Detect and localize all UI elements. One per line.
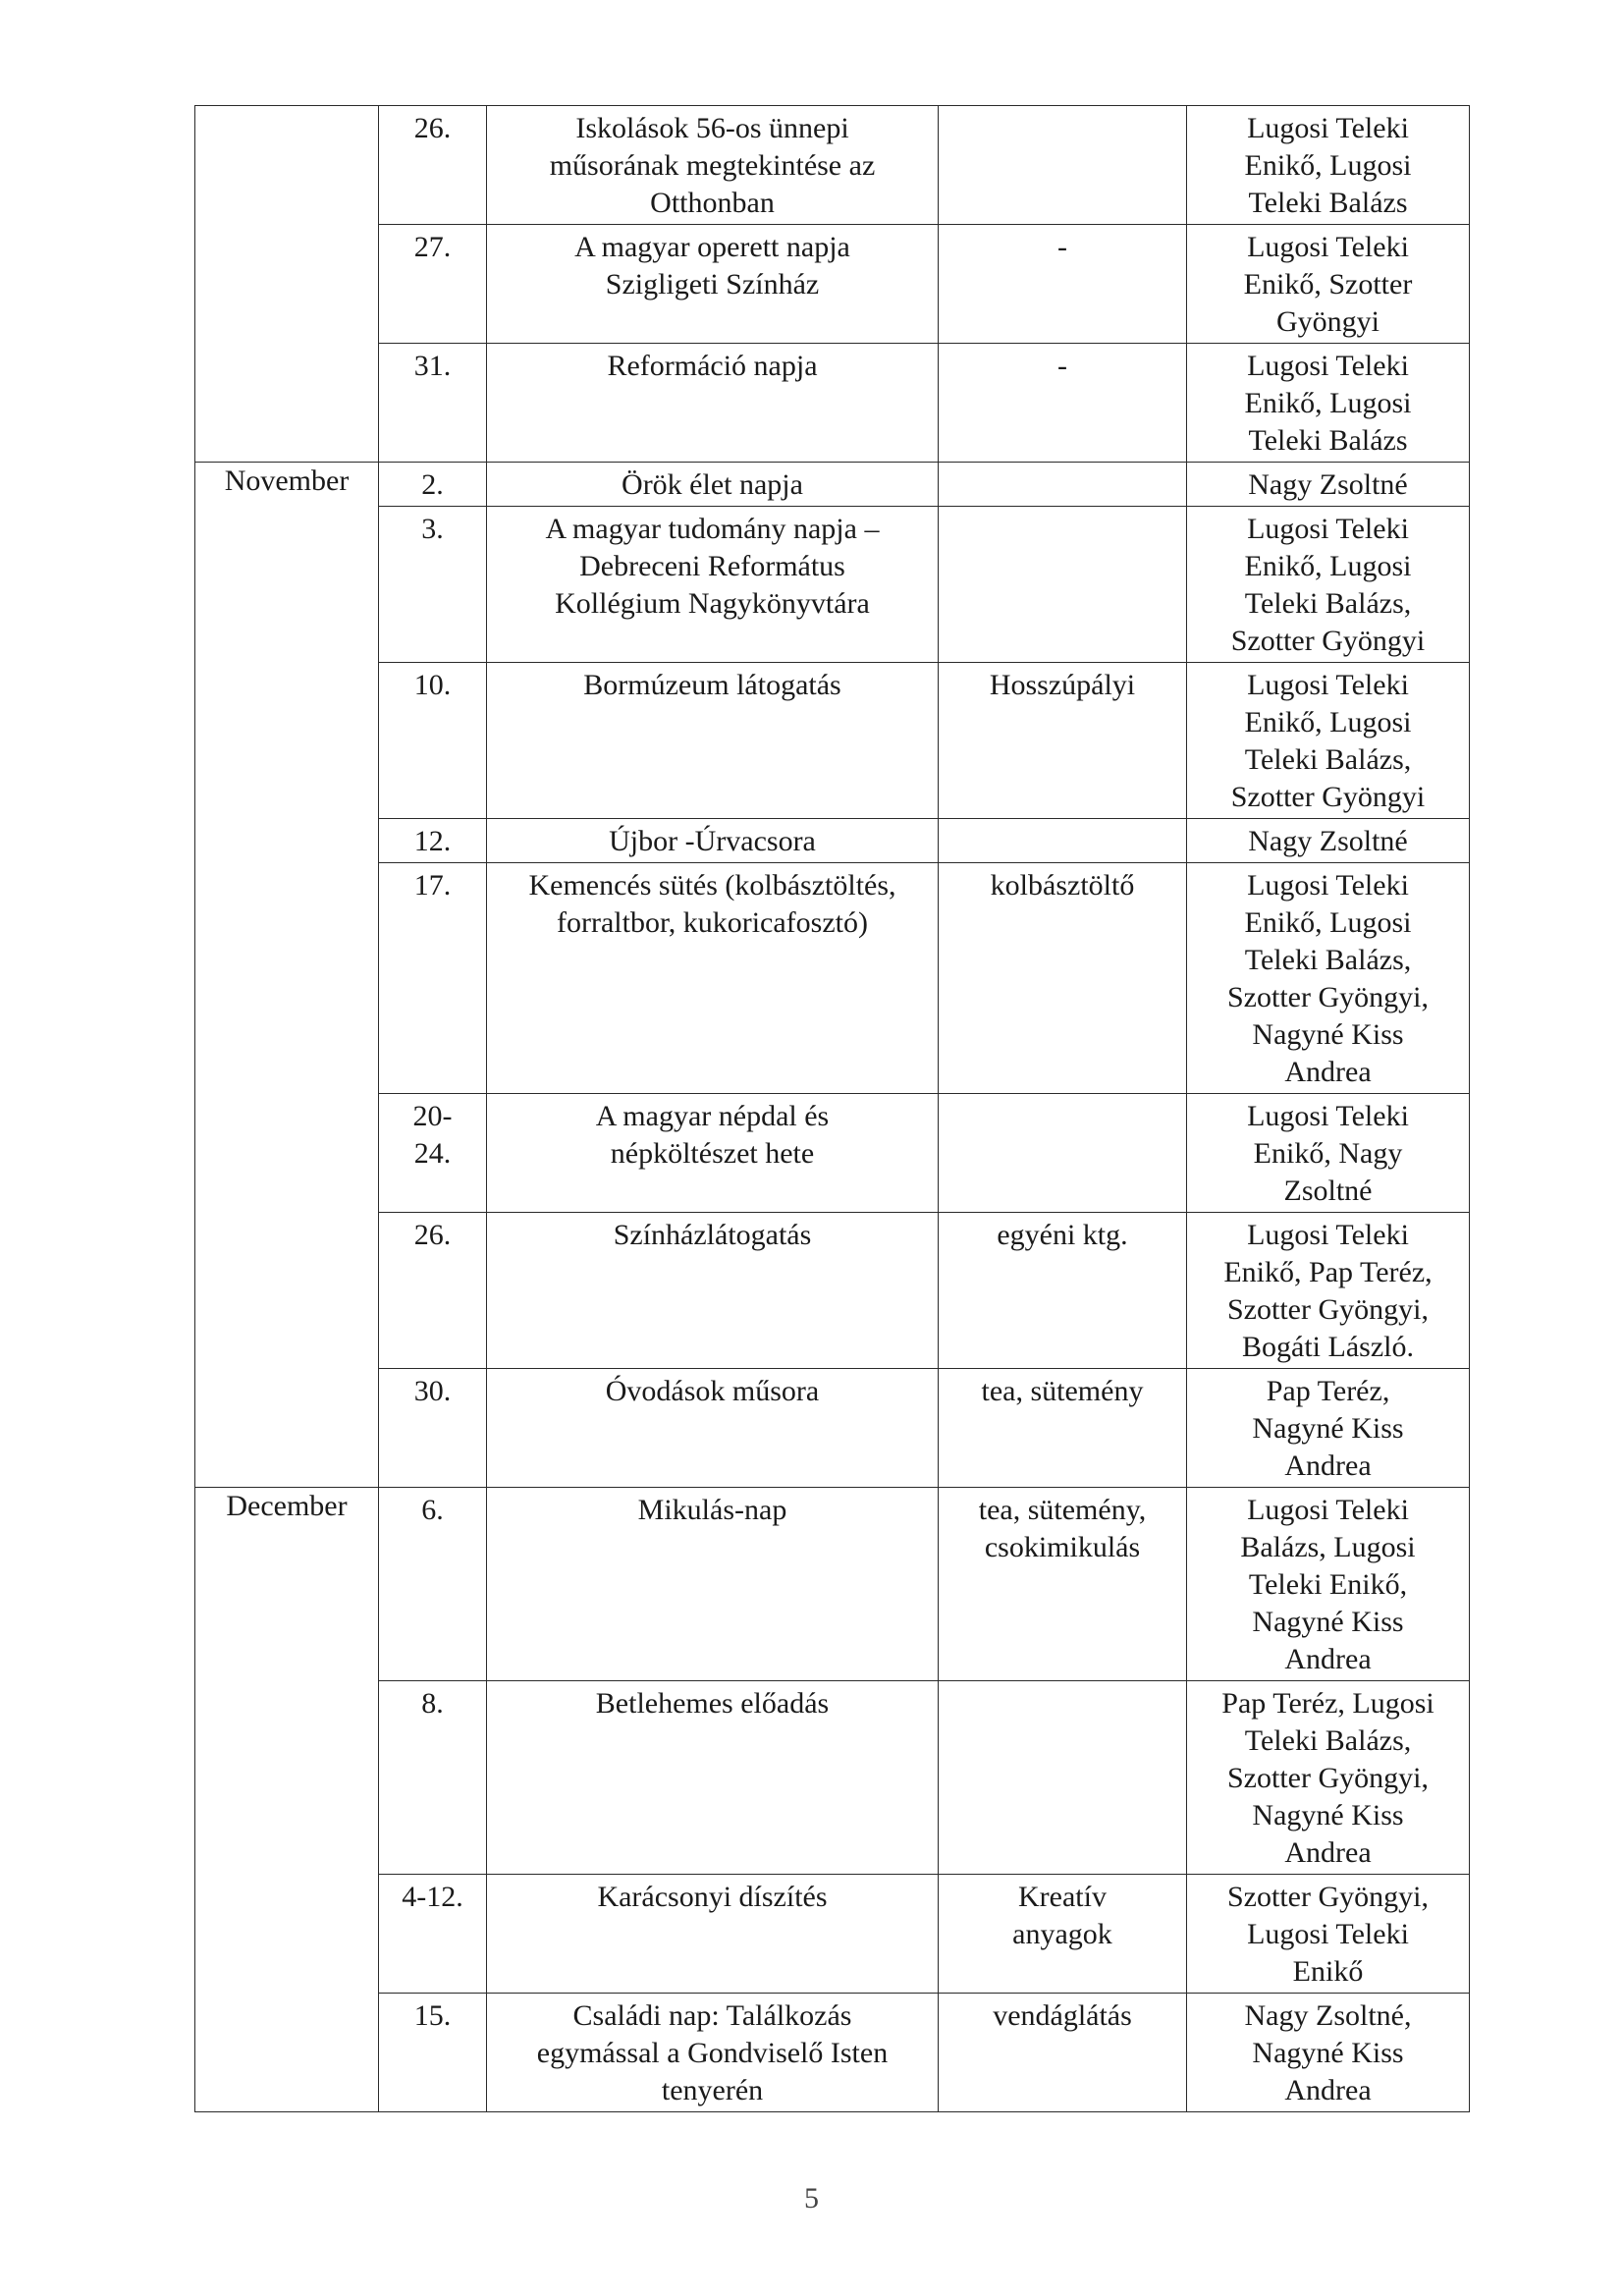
table-row xyxy=(195,1488,1470,1681)
cost-cell: - xyxy=(939,225,1187,344)
cost-cell xyxy=(939,463,1187,507)
month-cell xyxy=(195,106,379,225)
page-number: 5 xyxy=(804,2182,819,2214)
event-cell: A magyar operett napja Szigligeti Színház xyxy=(487,225,939,344)
date-cell: 26. xyxy=(379,1213,487,1369)
cost-cell: tea, sütemény xyxy=(939,1369,1187,1488)
responsible-cell: Pap Teréz, Lugosi Teleki Balázs, Szotter Gyöngyi, Nagyné Kiss Andrea xyxy=(1187,1681,1470,1875)
cost-cell: egyéni ktg. xyxy=(939,1213,1187,1369)
table-row xyxy=(195,507,1470,663)
month-cell xyxy=(195,863,379,1094)
responsible-cell: Lugosi Teleki Balázs, Lugosi Teleki Enikő, Nagyné Kiss Andrea xyxy=(1187,1488,1470,1681)
cost-cell xyxy=(939,1681,1187,1875)
event-cell: A magyar tudomány napja – Debreceni Református Kollégium Nagykönyvtára xyxy=(487,507,939,663)
month-cell xyxy=(195,819,379,863)
month-cell xyxy=(195,225,379,344)
responsible-cell: Lugosi Teleki Enikő, Lugosi Teleki Balázs, Szotter Gyöngyi xyxy=(1187,663,1470,819)
responsible-cell: Lugosi Teleki Enikő, Lugosi Teleki Balázs, Szotter Gyöngyi, Nagyné Kiss Andrea xyxy=(1187,863,1470,1094)
table-row xyxy=(195,225,1470,344)
responsible-cell: Lugosi Teleki Enikő, Szotter Gyöngyi xyxy=(1187,225,1470,344)
responsible-cell: Nagy Zsoltné, Nagyné Kiss Andrea xyxy=(1187,1994,1470,2112)
month-cell xyxy=(195,1875,379,1994)
responsible-cell: Lugosi Teleki Enikő, Pap Teréz, Szotter Gyöngyi, Bogáti László. xyxy=(1187,1213,1470,1369)
table-row xyxy=(195,1213,1470,1369)
cost-cell: Hosszúpályi xyxy=(939,663,1187,819)
table-row xyxy=(195,1875,1470,1994)
event-cell: Újbor -Úrvacsora xyxy=(487,819,939,863)
date-cell: 10. xyxy=(379,663,487,819)
event-cell: Óvodások műsora xyxy=(487,1369,939,1488)
responsible-cell: Lugosi Teleki Enikő, Nagy Zsoltné xyxy=(1187,1094,1470,1213)
event-cell: Iskolások 56-os ünnepi műsorának megtekintése az Otthonban xyxy=(487,106,939,225)
table-row xyxy=(195,819,1470,863)
responsible-cell: Pap Teréz, Nagyné Kiss Andrea xyxy=(1187,1369,1470,1488)
event-cell: Reformáció napja xyxy=(487,344,939,463)
date-cell: 30. xyxy=(379,1369,487,1488)
responsible-cell: Nagy Zsoltné xyxy=(1187,463,1470,507)
date-cell: 17. xyxy=(379,863,487,1094)
date-cell: 26. xyxy=(379,106,487,225)
event-cell: Betlehemes előadás xyxy=(487,1681,939,1875)
cost-cell: - xyxy=(939,344,1187,463)
schedule-sheet xyxy=(194,105,1469,2112)
month-cell: December xyxy=(195,1488,379,1681)
responsible-cell: Szotter Gyöngyi, Lugosi Teleki Enikő xyxy=(1187,1875,1470,1994)
cost-cell: vendáglátás xyxy=(939,1994,1187,2112)
event-cell: Bormúzeum látogatás xyxy=(487,663,939,819)
month-cell xyxy=(195,344,379,463)
month-cell xyxy=(195,1213,379,1369)
month-cell xyxy=(195,1994,379,2112)
cost-cell xyxy=(939,1094,1187,1213)
event-cell: Karácsonyi díszítés xyxy=(487,1875,939,1994)
table-row xyxy=(195,1369,1470,1488)
schedule-table xyxy=(194,105,1470,2112)
table-row xyxy=(195,863,1470,1094)
responsible-cell: Nagy Zsoltné xyxy=(1187,819,1470,863)
date-cell: 20- 24. xyxy=(379,1094,487,1213)
date-cell: 31. xyxy=(379,344,487,463)
event-cell: A magyar népdal és népköltészet hete xyxy=(487,1094,939,1213)
event-cell: Mikulás-nap xyxy=(487,1488,939,1681)
responsible-cell: Lugosi Teleki Enikő, Lugosi Teleki Balázs xyxy=(1187,106,1470,225)
table-row xyxy=(195,463,1470,507)
table-row xyxy=(195,344,1470,463)
responsible-cell: Lugosi Teleki Enikő, Lugosi Teleki Balázs xyxy=(1187,344,1470,463)
cost-cell: tea, sütemény, csokimikulás xyxy=(939,1488,1187,1681)
date-cell: 27. xyxy=(379,225,487,344)
date-cell: 4-12. xyxy=(379,1875,487,1994)
cost-cell xyxy=(939,819,1187,863)
month-cell xyxy=(195,663,379,819)
date-cell: 6. xyxy=(379,1488,487,1681)
table-row xyxy=(195,1094,1470,1213)
month-cell xyxy=(195,507,379,663)
cost-cell xyxy=(939,507,1187,663)
month-cell: November xyxy=(195,463,379,507)
event-cell: Színházlátogatás xyxy=(487,1213,939,1369)
month-cell xyxy=(195,1369,379,1488)
cost-cell: kolbásztöltő xyxy=(939,863,1187,1094)
event-cell: Örök élet napja xyxy=(487,463,939,507)
event-cell: Kemencés sütés (kolbásztöltés, forraltbor, kukoricafosztó) xyxy=(487,863,939,1094)
table-row xyxy=(195,1681,1470,1875)
date-cell: 15. xyxy=(379,1994,487,2112)
date-cell: 8. xyxy=(379,1681,487,1875)
cost-cell: Kreatív anyagok xyxy=(939,1875,1187,1994)
table-row xyxy=(195,106,1470,225)
table-row xyxy=(195,1994,1470,2112)
date-cell: 2. xyxy=(379,463,487,507)
date-cell: 12. xyxy=(379,819,487,863)
month-cell xyxy=(195,1681,379,1875)
date-cell: 3. xyxy=(379,507,487,663)
month-cell xyxy=(195,1094,379,1213)
cost-cell xyxy=(939,106,1187,225)
responsible-cell: Lugosi Teleki Enikő, Lugosi Teleki Balázs, Szotter Gyöngyi xyxy=(1187,507,1470,663)
table-row xyxy=(195,663,1470,819)
event-cell: Családi nap: Találkozás egymással a Gondviselő Isten tenyerén xyxy=(487,1994,939,2112)
